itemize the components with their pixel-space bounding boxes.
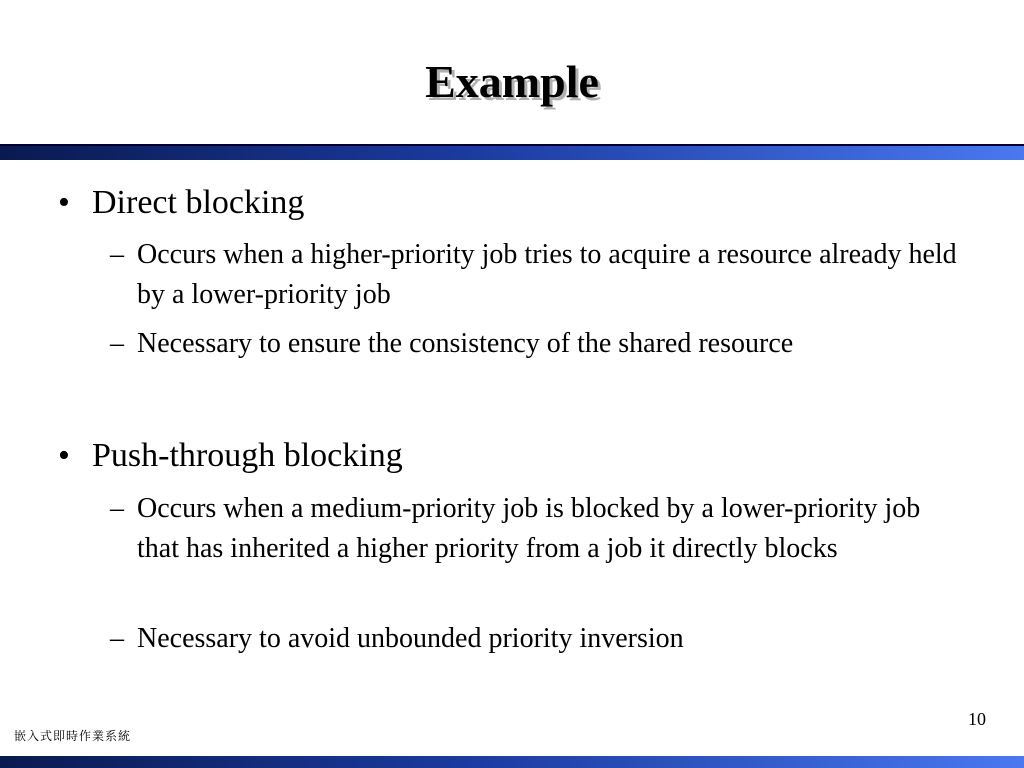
slide-title: Example (425, 56, 599, 107)
footer-course-title: 嵌入式即時作業系統 (14, 729, 132, 743)
bullet-push-through-blocking: Push-through blocking (92, 437, 403, 474)
slide-number: 10 (968, 709, 986, 729)
title-divider-bar (0, 144, 1024, 160)
sub-bullet-dash: – (110, 493, 124, 524)
bullet-marker: • (58, 437, 70, 474)
sub-bullet-push-through-1: Occurs when a medium-priority job is blocked by a lower-priority job that has inherited a higher priority from a job it directly blocks (137, 493, 921, 564)
footer-bar (0, 756, 1024, 768)
bullet-marker: • (58, 184, 70, 221)
sub-bullet-dash: – (110, 623, 124, 654)
sub-bullet-push-through-2: Necessary to avoid unbounded priority inversion (137, 623, 684, 654)
sub-bullet-direct-blocking-1: Occurs when a higher-priority job tries to acquire a resource already held by a lower-priority job (137, 239, 957, 310)
bullet-direct-blocking: Direct blocking (92, 184, 305, 221)
sub-bullet-direct-blocking-2: Necessary to ensure the consistency of the shared resource (137, 328, 794, 359)
sub-bullet-dash: – (110, 239, 124, 270)
sub-bullet-dash: – (110, 328, 124, 359)
